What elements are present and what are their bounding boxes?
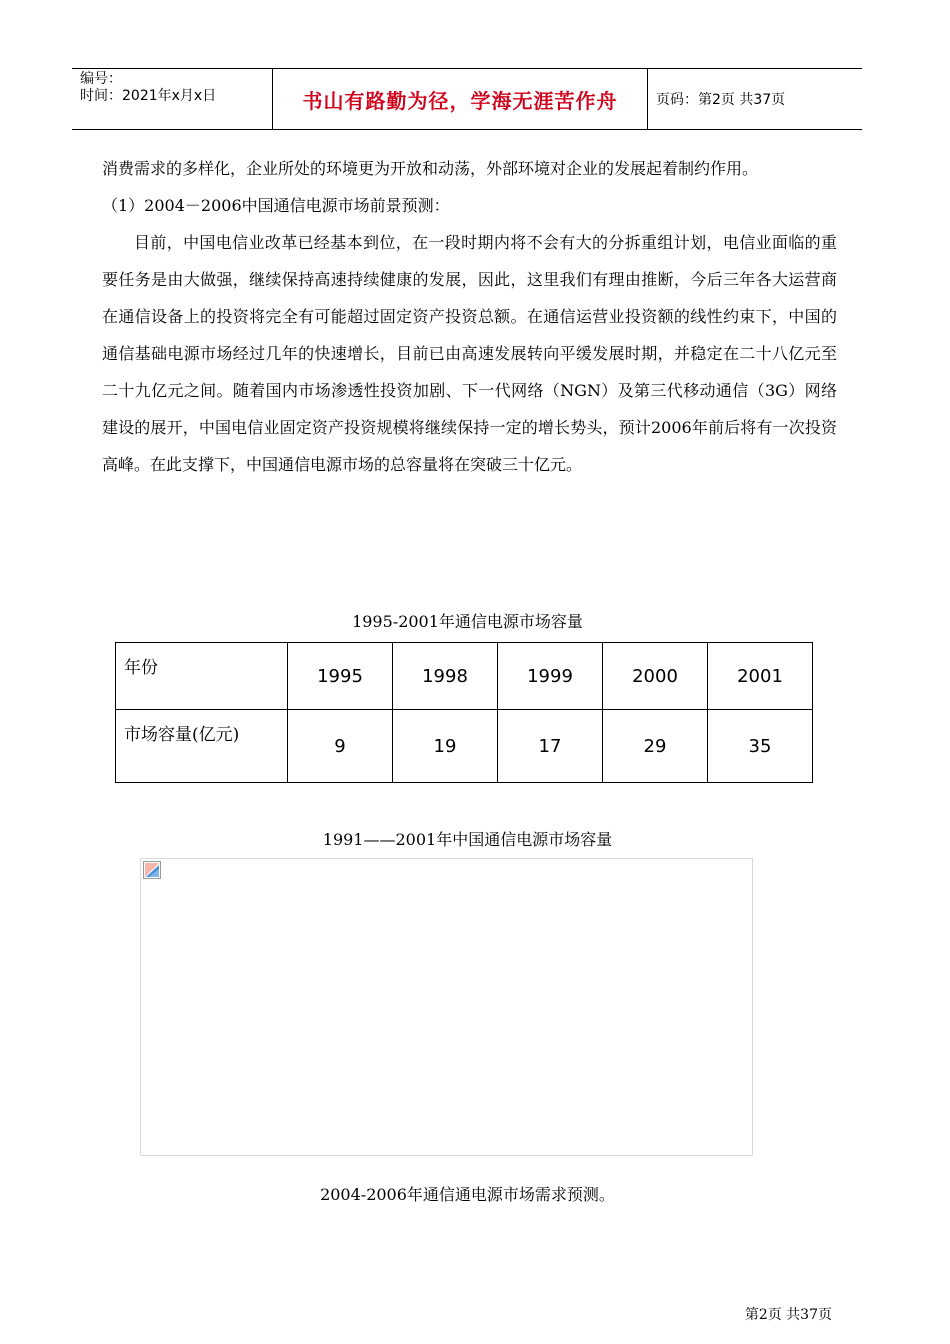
market-capacity-table [115,642,813,783]
value-cell: 17 [498,710,603,783]
header-meta [72,69,273,129]
time-label: 时间：2021年x月x日 [80,88,217,104]
chart-caption: 1991——2001年中国通信电源市场容量 [322,830,613,849]
year-cell: 2001 [708,643,813,710]
broken-image-icon [143,861,161,879]
forecast-caption: 2004-2006年通信通电源市场需求预测。 [320,1185,615,1204]
row-header-year: 年份 [116,643,288,710]
table-row [116,710,813,783]
page-header [72,68,862,130]
row-header-capacity: 市场容量(亿元) [116,710,288,783]
value-cell: 35 [708,710,813,783]
year-cell: 1995 [288,643,393,710]
body-text [102,150,837,483]
table-title: 1995-2001年通信电源市场容量 [352,612,583,631]
paragraph-1: 消费需求的多样化，企业所处的环境更为开放和动荡，外部环境对企业的发展起着制约作用。 [102,159,759,178]
code-label: 编号： [80,71,122,87]
header-motto: 书山有路勤为径，学海无涯苦作舟 [273,69,648,129]
chart-placeholder [140,858,753,1156]
header-page-info: 页码：第2页 共37页 [656,92,786,108]
paragraph-3: 目前，中国电信业改革已经基本到位，在一段时期内将不会有大的分拆重组计划，电信业面临的重要任务是由大做强，继续保持高速持续健康的发展，因此，这里我们有理由推断，今后三年各大运营商在通信设备上的投资将完全有可能超过固定资产投资总额。在通信运营业投资额的线性约束下，中国的通信基础电源市场经过几年的快速增长，目前已由高速发展转向平缓发展时期，并稳定在二十八亿元至二十九亿元之间。随着国内市场渗透性投资加剧、下一代网络（NGN）及第三代移动通信（3G）网络建设的展开，中国电信业固定资产投资规模将继续保持一定的增长势头，预计2006年前后将有一次投资高峰。在此支撑下，中国通信电源市场的总容量将在突破三十亿元。 [102,233,837,474]
year-cell: 2000 [603,643,708,710]
year-cell: 1999 [498,643,603,710]
year-cell: 1998 [393,643,498,710]
paragraph-2: （1）2004－2006中国通信电源市场前景预测： [102,196,450,215]
value-cell: 19 [393,710,498,783]
value-cell: 9 [288,710,393,783]
table-row [116,643,813,710]
page-footer: 第2页 共37页 [744,1307,832,1323]
value-cell: 29 [603,710,708,783]
